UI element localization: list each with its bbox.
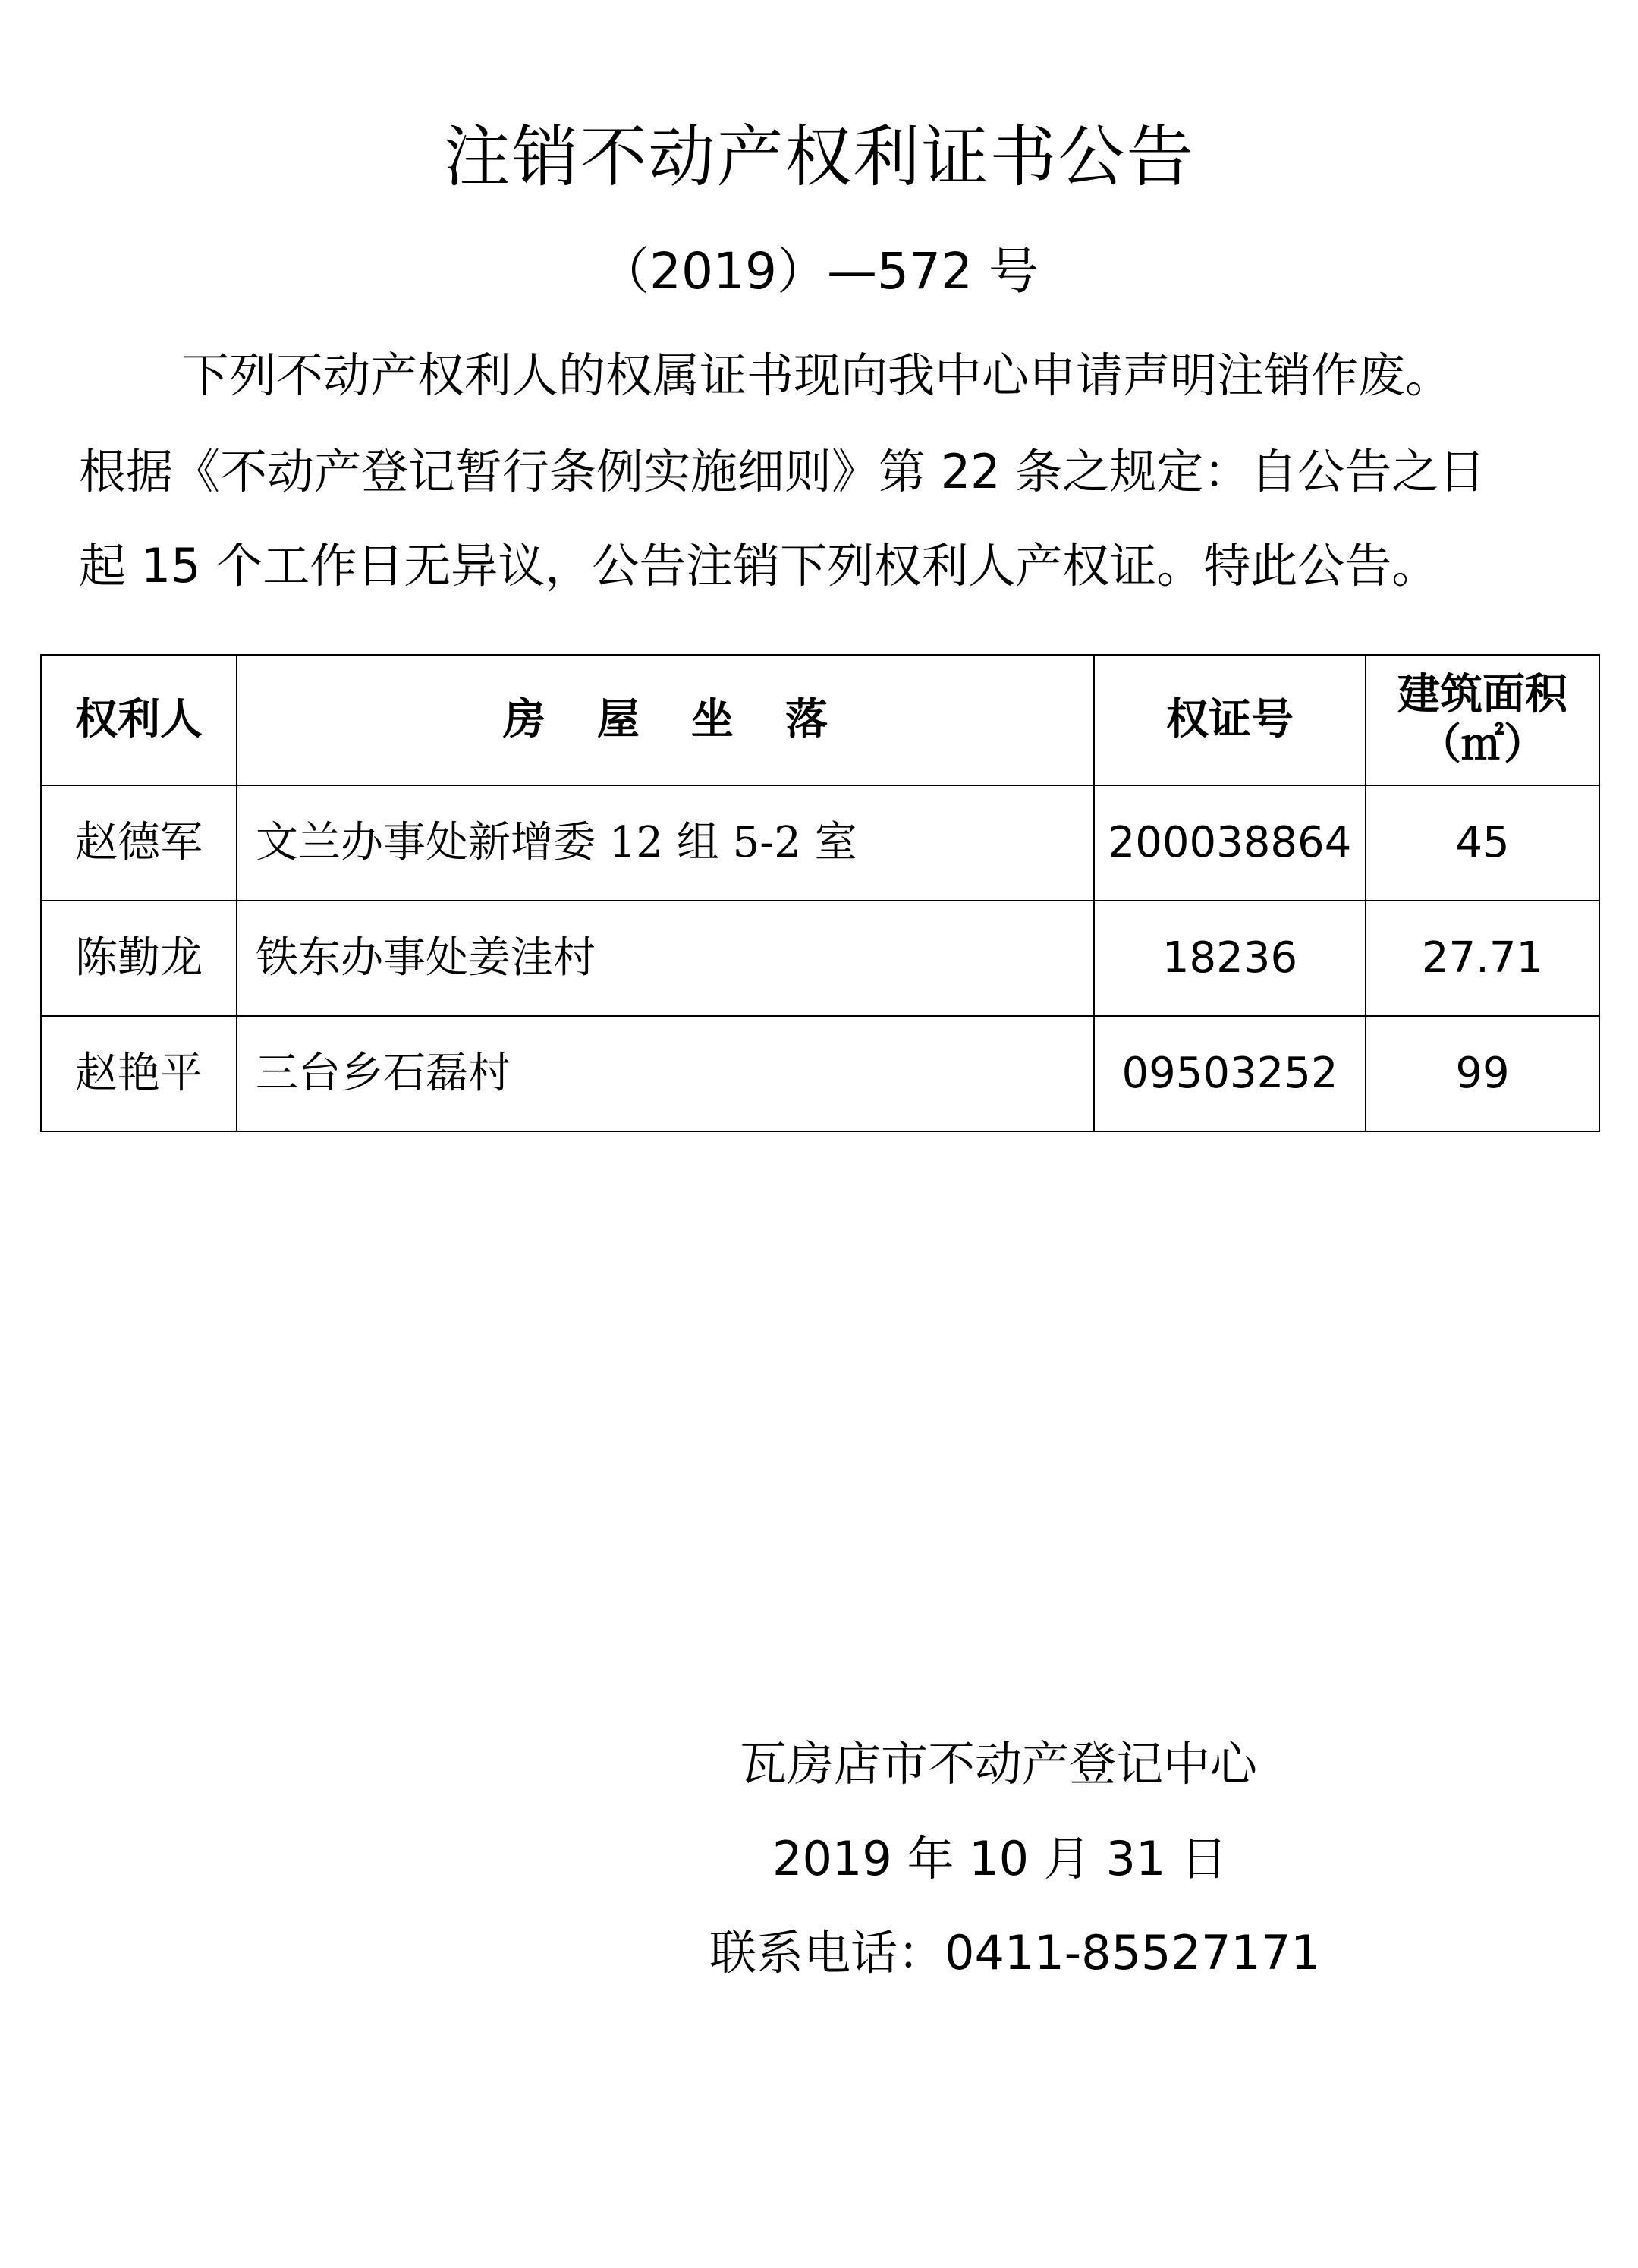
header-area-label: 建筑面积 — [1397, 670, 1567, 719]
notice-number: （2019）—572 号 — [599, 242, 1039, 300]
header-location-label: 房屋坐落 — [503, 695, 879, 744]
notice-paragraph-1: 下列不动产权利人的权属证书现向我中心申请声明注销作废。 — [182, 348, 1453, 403]
notice-paragraph-3: 起 15 个工作日无异议，公告注销下列权利人产权证。特此公告。 — [79, 538, 1439, 593]
cell-owner: 陈勤龙 — [41, 901, 237, 1016]
cell-certificate: 09503252 — [1094, 1016, 1366, 1131]
table-header-row — [41, 655, 1599, 785]
table-row — [41, 901, 1599, 1016]
table-row — [41, 785, 1599, 901]
header-location — [237, 655, 1094, 785]
cell-certificate: 18236 — [1094, 901, 1366, 1016]
records-table — [40, 654, 1600, 1132]
header-owner: 权利人 — [41, 655, 237, 785]
notice-title: 注销不动产权利证书公告 — [443, 118, 1195, 196]
notice-paragraph-2: 根据《不动产登记暂行条例实施细则》第 22 条之规定：自公告之日 — [79, 444, 1486, 499]
issuing-organization: 瓦房店市不动产登记中心 — [740, 1736, 1258, 1791]
table-row — [41, 1016, 1599, 1131]
cell-location: 三台乡石磊村 — [237, 1016, 1094, 1131]
cell-owner: 赵艳平 — [41, 1016, 237, 1131]
cell-location: 文兰办事处新增委 12 组 5-2 室 — [237, 785, 1094, 901]
cell-area: 45 — [1366, 785, 1599, 901]
contact-phone: 联系电话：0411-85527171 — [709, 1925, 1321, 1980]
issue-date: 2019 年 10 月 31 日 — [772, 1831, 1228, 1886]
cell-area: 27.71 — [1366, 901, 1599, 1016]
cell-certificate: 200038864 — [1094, 785, 1366, 901]
header-certificate: 权证号 — [1094, 655, 1366, 785]
header-area — [1366, 655, 1599, 785]
cell-area: 99 — [1366, 1016, 1599, 1131]
header-area-unit: （㎡） — [1419, 720, 1546, 769]
cell-location: 铁东办事处姜洼村 — [237, 901, 1094, 1016]
cell-owner: 赵德军 — [41, 785, 237, 901]
